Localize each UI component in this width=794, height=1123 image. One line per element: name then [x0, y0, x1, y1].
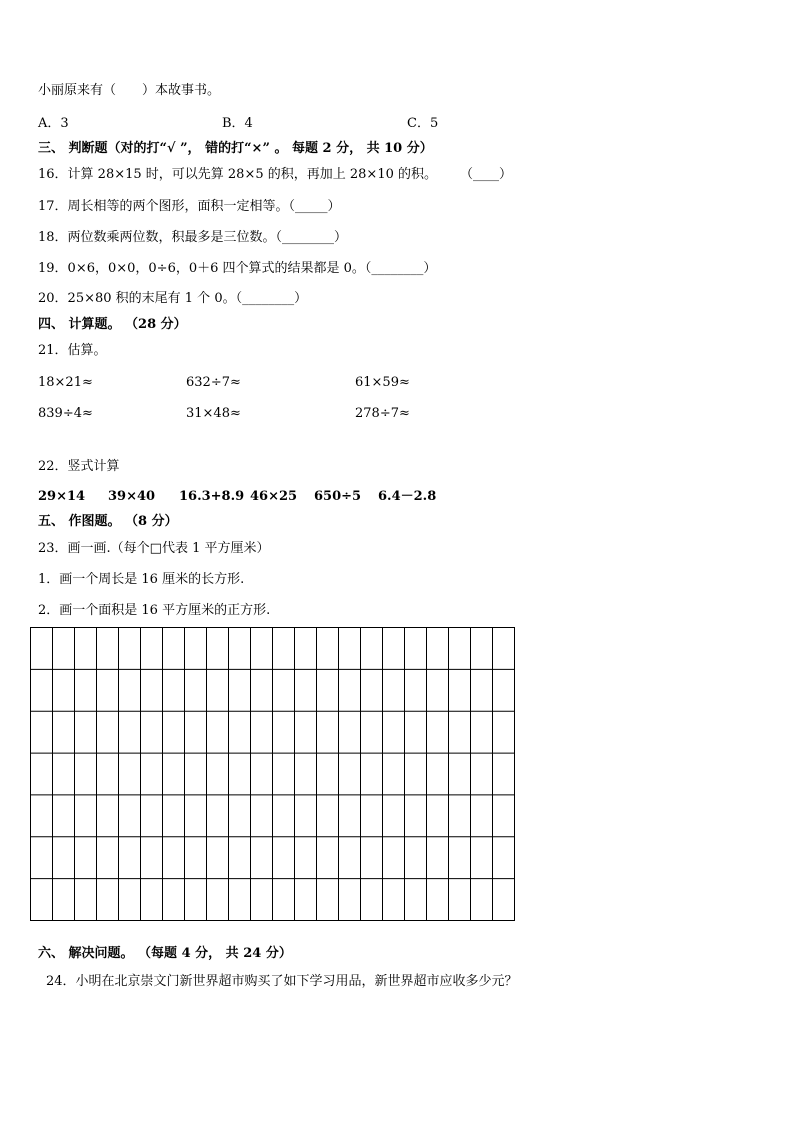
section-5-title: 五、 作图题。 （8 分）	[38, 514, 178, 529]
question-17: 17．周长相等的两个图形，面积一定相等。（_____）	[38, 199, 341, 214]
question-18: 18．两位数乘两位数，积最多是三位数。（________）	[38, 230, 348, 245]
question-22-title: 22．竖式计算	[38, 459, 120, 474]
question-23-title: 23．画一画.（每个□代表 1 平方厘米）	[38, 541, 270, 556]
estimate-r1c1: 18×21≈	[38, 375, 93, 390]
question-21-title: 21．估算。	[38, 343, 107, 358]
question-16-blank: （____）	[460, 167, 513, 182]
question-23-sub2: 2．画一个面积是 16 平方厘米的正方形.	[38, 603, 271, 618]
estimate-r2c2: 31×48≈	[186, 406, 241, 421]
section-6-title: 六、 解决问题。 （每题 4 分， 共 24 分）	[38, 946, 292, 961]
estimate-r1c2: 632÷7≈	[186, 375, 241, 390]
calc-item-3: 16.3+8.9	[179, 489, 245, 504]
estimate-r2c3: 278÷7≈	[355, 406, 410, 421]
calc-item-2: 39×40	[108, 489, 156, 504]
section-3-title: 三、 判断题（对的打“√ ”， 错的打“×” 。 每题 2 分， 共 10 分）	[38, 141, 433, 156]
calc-item-1: 29×14	[38, 489, 86, 504]
estimate-r2c1: 839÷4≈	[38, 406, 93, 421]
drawing-grid[interactable]	[30, 627, 515, 921]
question-15-tail: 小丽原来有（ ）本故事书。	[38, 83, 221, 98]
question-19: 19．0×6，0×0，0÷6，0＋6 四个算式的结果都是 0。（________）	[38, 261, 437, 276]
calc-item-6: 6.4－2.8	[378, 489, 437, 504]
option-a: A．3	[38, 116, 69, 131]
grid-lines	[30, 627, 515, 921]
question-24: 24．小明在北京崇文门新世界超市购买了如下学习用品，新世界超市应收多少元？	[46, 974, 518, 989]
estimate-r1c3: 61×59≈	[355, 375, 410, 390]
calc-item-5: 650÷5	[314, 489, 362, 504]
option-b: B．4	[222, 116, 253, 131]
section-4-title: 四、 计算题。 （28 分）	[38, 317, 187, 332]
question-20: 20．25×80 积的末尾有 1 个 0。（________）	[38, 291, 308, 306]
question-23-sub1: 1．画一个周长是 16 厘米的长方形.	[38, 572, 245, 587]
question-16: 16．计算 28×15 时，可以先算 28×5 的积，再加上 28×10 的积。	[38, 167, 437, 182]
option-c: C．5	[407, 116, 439, 131]
calc-item-4: 46×25	[250, 489, 298, 504]
